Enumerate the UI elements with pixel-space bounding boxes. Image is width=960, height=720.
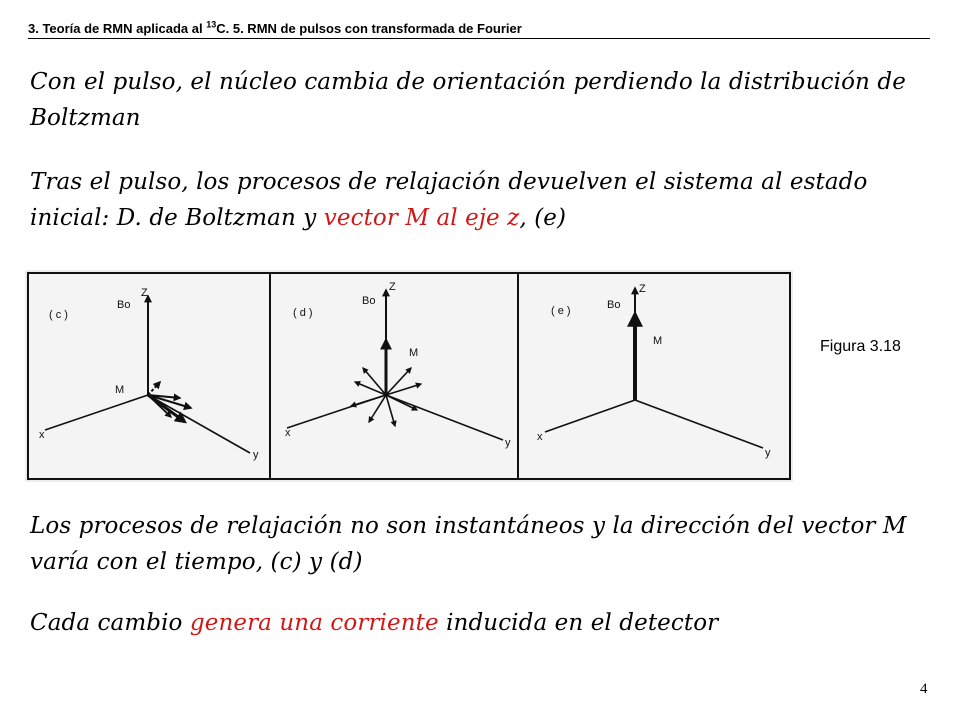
panel-d-m-label: M: [409, 347, 419, 359]
panel-c-x-label: x: [39, 429, 45, 441]
panel-e: [518, 273, 790, 479]
paragraph-relaxation: [30, 164, 930, 236]
header-text-before: 3. Teoría de RMN aplicada al: [28, 21, 207, 36]
relaxation-highlight: vector M al eje z: [323, 205, 520, 231]
figure-caption: Figura 3.18: [820, 338, 901, 355]
panel-c-z-label: Z: [141, 287, 148, 299]
panel-e-label: ( e ): [551, 305, 571, 317]
panel-c: [28, 273, 270, 479]
relaxation-tail: , (e): [519, 205, 567, 231]
panel-d-z-label: Z: [389, 281, 396, 293]
panel-e-b0-label: Bo: [607, 299, 621, 311]
vector-diagram: [25, 270, 793, 482]
header-superscript: 13: [206, 19, 217, 30]
panel-d-b0-label: Bo: [362, 295, 376, 307]
panel-d-x-label: x: [285, 427, 291, 439]
current-highlight: genera una corriente: [189, 610, 439, 636]
panel-d-frame: [270, 273, 518, 479]
paragraph-pulse: Con el pulso, el núcleo cambia de orientación perdiendo la distribución de Boltzman: [30, 69, 906, 131]
paragraph-time: Los procesos de relajación no son instantáneos y la dirección del vector M varía con el tiempo, (c) y (d): [30, 513, 907, 575]
relaxation-text: Tras el pulso, los procesos de relajación devuelven el sistema al estado inicial: D. de Boltzman y: [30, 169, 868, 231]
panel-c-b0-label: Bo: [117, 299, 131, 311]
slide-header: [28, 20, 930, 39]
panel-d-label: ( d ): [293, 307, 313, 319]
panel-d-y-label: y: [505, 437, 511, 449]
panel-c-label: ( c ): [49, 309, 68, 321]
paragraph-current: [30, 605, 930, 641]
panel-e-x-label: x: [537, 431, 543, 443]
current-text: Cada cambio: [30, 610, 190, 636]
figure-3-18: [25, 270, 793, 482]
panel-c-m-label: M: [115, 384, 125, 396]
header-text-after: C. 5. RMN de pulsos con transformada de Fourier: [216, 21, 522, 36]
panel-e-y-label: y: [765, 447, 771, 459]
panel-c-y-label: y: [253, 449, 259, 461]
current-tail: inducida en el detector: [438, 610, 719, 636]
page-number: 4: [920, 681, 928, 697]
panel-e-m-label: M: [653, 335, 663, 347]
panel-e-frame: [518, 273, 790, 479]
panel-d: [270, 273, 518, 479]
panel-e-z-label: Z: [639, 283, 646, 295]
